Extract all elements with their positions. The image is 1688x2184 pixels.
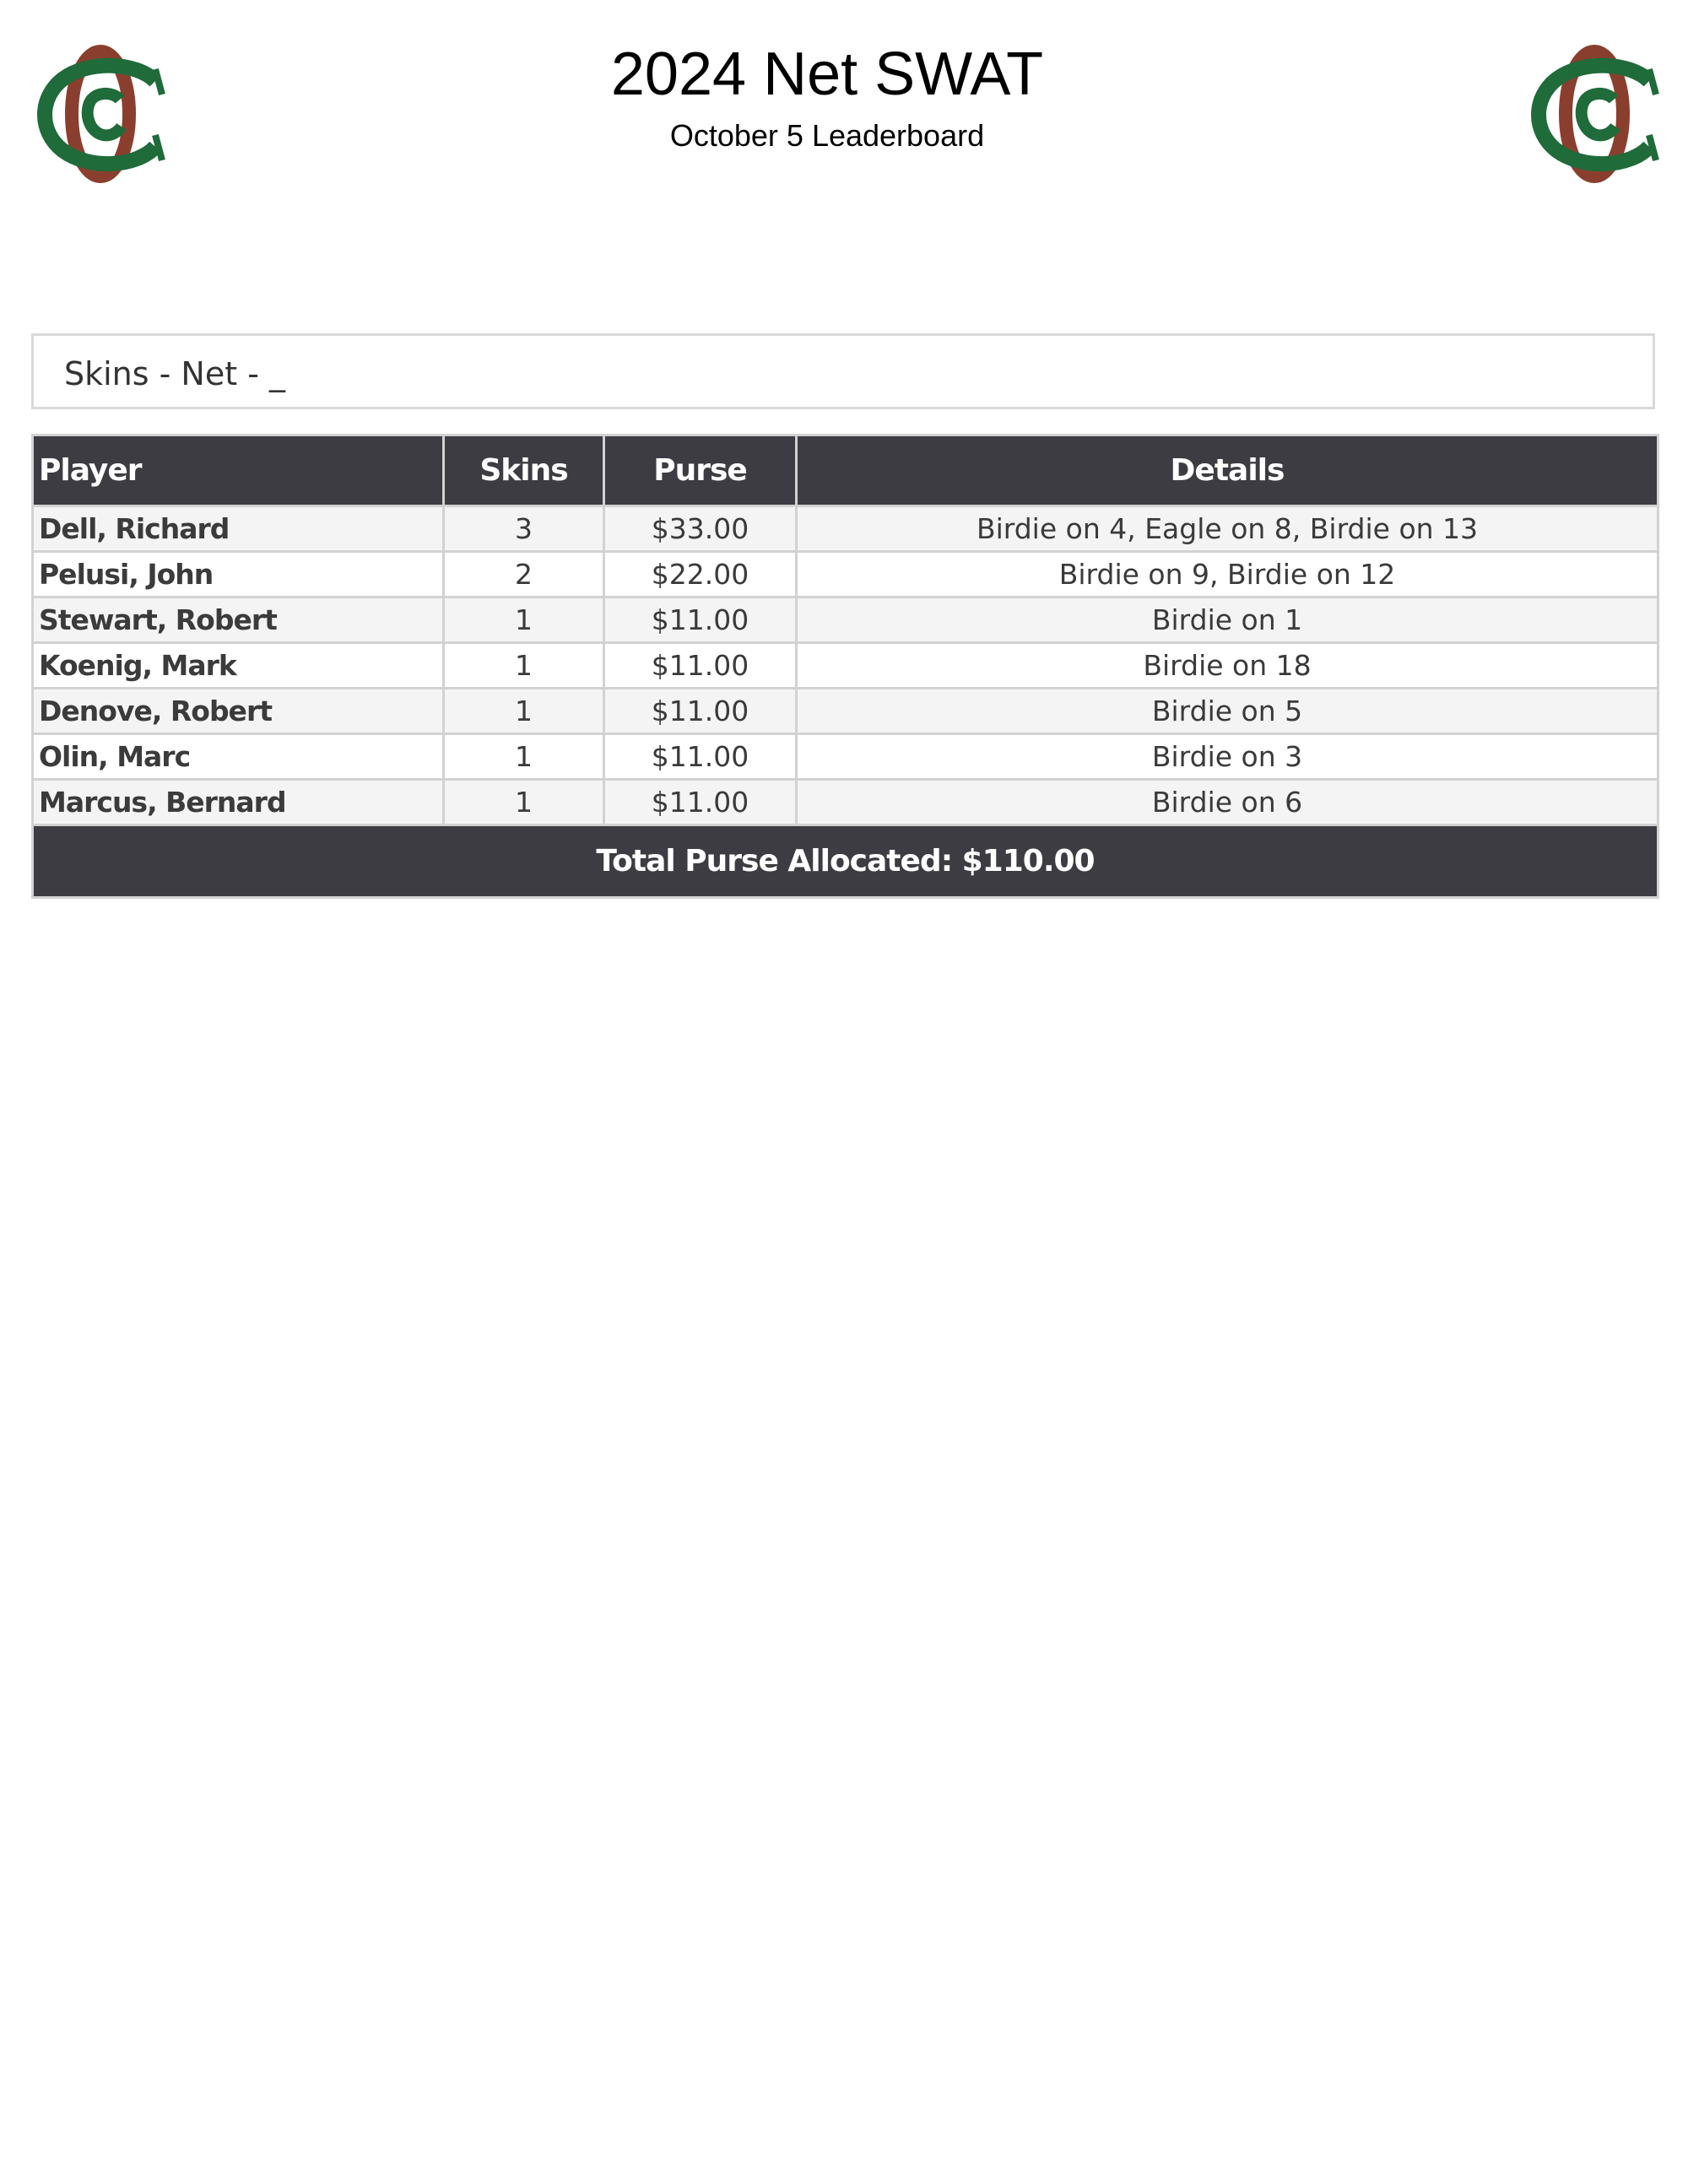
skins-cell: 1	[444, 597, 604, 643]
column-header-player: Player	[33, 435, 444, 506]
player-cell: Olin, Marc	[33, 734, 444, 780]
purse-cell: $11.00	[604, 780, 797, 825]
details-cell: Birdie on 5	[797, 689, 1658, 734]
column-header-details: Details	[797, 435, 1658, 506]
section-header	[31, 333, 1655, 409]
details-cell: Birdie on 9, Birdie on 12	[797, 552, 1658, 597]
section-title: Skins - Net - _	[64, 355, 286, 392]
page-subtitle: October 5 Leaderboard	[669, 118, 985, 153]
page-header	[422, 34, 1232, 157]
club-monogram-logo-left	[29, 44, 172, 184]
skins-cell: 1	[444, 780, 604, 825]
purse-cell: $11.00	[604, 734, 797, 780]
table-row	[33, 506, 1658, 552]
purse-cell: $11.00	[604, 689, 797, 734]
skins-cell: 1	[444, 734, 604, 780]
player-cell: Stewart, Robert	[33, 597, 444, 643]
player-cell: Dell, Richard	[33, 506, 444, 552]
table-row	[33, 643, 1658, 689]
table-row	[33, 597, 1658, 643]
purse-cell: $33.00	[604, 506, 797, 552]
column-header-skins: Skins	[444, 435, 604, 506]
total-purse-label: Total Purse Allocated: $110.00	[33, 825, 1658, 898]
details-cell: Birdie on 18	[797, 643, 1658, 689]
club-monogram-logo-right	[1523, 44, 1666, 184]
purse-cell: $11.00	[604, 643, 797, 689]
details-cell: Birdie on 1	[797, 597, 1658, 643]
table-row	[33, 689, 1658, 734]
table-row	[33, 780, 1658, 825]
table-row	[33, 734, 1658, 780]
purse-cell: $11.00	[604, 597, 797, 643]
table-header-row	[33, 435, 1658, 506]
column-header-purse: Purse	[604, 435, 797, 506]
skins-cell: 1	[444, 643, 604, 689]
skins-cell: 2	[444, 552, 604, 597]
skins-cell: 1	[444, 689, 604, 734]
player-cell: Koenig, Mark	[33, 643, 444, 689]
player-cell: Marcus, Bernard	[33, 780, 444, 825]
details-cell: Birdie on 4, Eagle on 8, Birdie on 13	[797, 506, 1658, 552]
skins-table	[31, 434, 1659, 899]
player-cell: Pelusi, John	[33, 552, 444, 597]
page-title: 2024 Net SWAT	[610, 41, 1044, 108]
table-footer-row	[33, 825, 1658, 898]
table-row	[33, 552, 1658, 597]
skins-cell: 3	[444, 506, 604, 552]
details-cell: Birdie on 3	[797, 734, 1658, 780]
purse-cell: $22.00	[604, 552, 797, 597]
details-cell: Birdie on 6	[797, 780, 1658, 825]
player-cell: Denove, Robert	[33, 689, 444, 734]
